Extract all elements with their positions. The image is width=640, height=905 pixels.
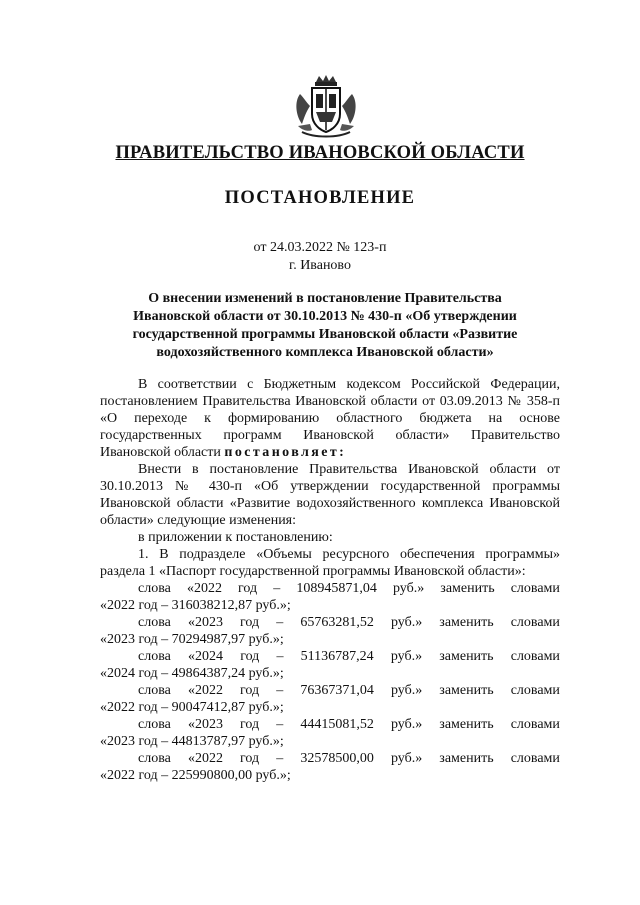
word: слова	[138, 717, 171, 732]
document-city: г. Иваново	[289, 258, 351, 273]
word: «2023	[187, 615, 223, 630]
word: словами	[510, 751, 560, 766]
replacement-new: «2022 год – 316038212,87 руб.»;	[100, 598, 291, 613]
replacement-new: «2023 год – 44813787,97 руб.»;	[100, 734, 284, 749]
word: «2023	[187, 717, 223, 732]
title-line: водохозяйственного комплекса Ивановской области»	[156, 345, 494, 360]
word: –	[276, 683, 284, 698]
appendix-paragraph: в приложении к постановлению:	[138, 530, 333, 545]
replacement-old	[100, 648, 560, 665]
word: слова	[138, 751, 171, 766]
government-name: ПРАВИТЕЛЬСТВО ИВАНОВСКОЙ ОБЛАСТИ	[115, 143, 525, 163]
preamble-paragraph	[100, 376, 560, 461]
amount: 65763281,52	[300, 615, 374, 630]
word: слова	[138, 581, 171, 596]
word: год	[240, 649, 260, 664]
word: «2022	[186, 581, 222, 596]
word: заменить	[440, 581, 495, 596]
document-body	[100, 376, 560, 784]
document-type: ПОСТАНОВЛЕНИЕ	[224, 188, 416, 208]
replacement-item	[100, 682, 560, 716]
title-line: Ивановской области от 30.10.2013 № 430-п «Об утверждении	[133, 309, 517, 324]
replacement-item	[100, 580, 560, 614]
word: словами	[510, 581, 560, 596]
replacement-new: «2022 год – 225990800,00 руб.»;	[100, 768, 291, 783]
amendment-paragraph: Внести в постановление Правительства Ивановской области от 30.10.2013 № 430-п «Об утверждении государственной программы Ивановской области «Развитие водохозяйственного комплекса Ивановской области» следующие изменения:	[100, 462, 560, 528]
replacement-old	[100, 716, 560, 733]
replacement-old	[100, 580, 560, 597]
replacement-item	[100, 648, 560, 682]
title-line: О внесении изменений в постановление Правительства	[148, 291, 502, 306]
preamble-text: В соответствии с Бюджетным кодексом Российской Федерации, постановлением Правительства Ивановской области от 03.09.2013 № 358-п «О переходе к формированию областного бюджета на основе государственных программ Ивановской области» Правительство Ивановской области	[100, 377, 560, 460]
word: словами	[510, 683, 560, 698]
word: год	[240, 615, 260, 630]
word: слова	[138, 649, 171, 664]
subsection-paragraph: 1. В подразделе «Объемы ресурсного обеспечения программы» раздела 1 «Паспорт государственной программы Ивановской области»:	[100, 547, 560, 579]
amount: 108945871,04	[296, 581, 377, 596]
replacement-item	[100, 716, 560, 750]
word: руб.»	[390, 683, 423, 698]
replacement-item	[100, 614, 560, 648]
word: «2024	[188, 649, 224, 664]
word: заменить	[439, 717, 494, 732]
word: заменить	[439, 751, 494, 766]
word: год	[240, 683, 260, 698]
word: руб.»	[390, 751, 423, 766]
word: заменить	[439, 649, 494, 664]
title-line: государственной программы Ивановской области «Развитие	[132, 327, 518, 342]
word: –	[276, 615, 284, 630]
word: –	[276, 751, 284, 766]
word: «2022	[187, 751, 223, 766]
word: слова	[138, 615, 171, 630]
word: год	[240, 717, 260, 732]
word: заменить	[439, 615, 494, 630]
replacement-old	[100, 614, 560, 631]
word: словами	[510, 649, 560, 664]
replacement-new: «2022 год – 90047412,87 руб.»;	[100, 700, 284, 715]
document-title	[100, 290, 550, 362]
word: руб.»	[390, 649, 423, 664]
amount: 44415081,52	[300, 717, 374, 732]
word: –	[276, 717, 284, 732]
document-date: от 24.03.2022 № 123-п	[253, 240, 387, 255]
replacement-new: «2024 год – 49864387,24 руб.»;	[100, 666, 284, 681]
amount: 32578500,00	[300, 751, 374, 766]
word: –	[273, 581, 281, 596]
word: руб.»	[390, 615, 423, 630]
word: руб.»	[390, 717, 423, 732]
coat-of-arms-icon	[292, 72, 360, 140]
word: слова	[138, 683, 171, 698]
word: словами	[510, 717, 560, 732]
word: год	[238, 581, 258, 596]
word: руб.»	[392, 581, 425, 596]
amount: 76367371,04	[300, 683, 374, 698]
word: заменить	[439, 683, 494, 698]
word: –	[276, 649, 284, 664]
decree-word: постановляет:	[224, 445, 347, 460]
replacement-old	[100, 682, 560, 699]
coat-of-arms-emblem	[292, 72, 360, 140]
replacement-old	[100, 750, 560, 767]
word: год	[240, 751, 260, 766]
replacement-new: «2023 год – 70294987,97 руб.»;	[100, 632, 284, 647]
word: «2022	[187, 683, 223, 698]
word: словами	[510, 615, 560, 630]
amount: 51136787,24	[300, 649, 374, 664]
replacement-item	[100, 750, 560, 784]
